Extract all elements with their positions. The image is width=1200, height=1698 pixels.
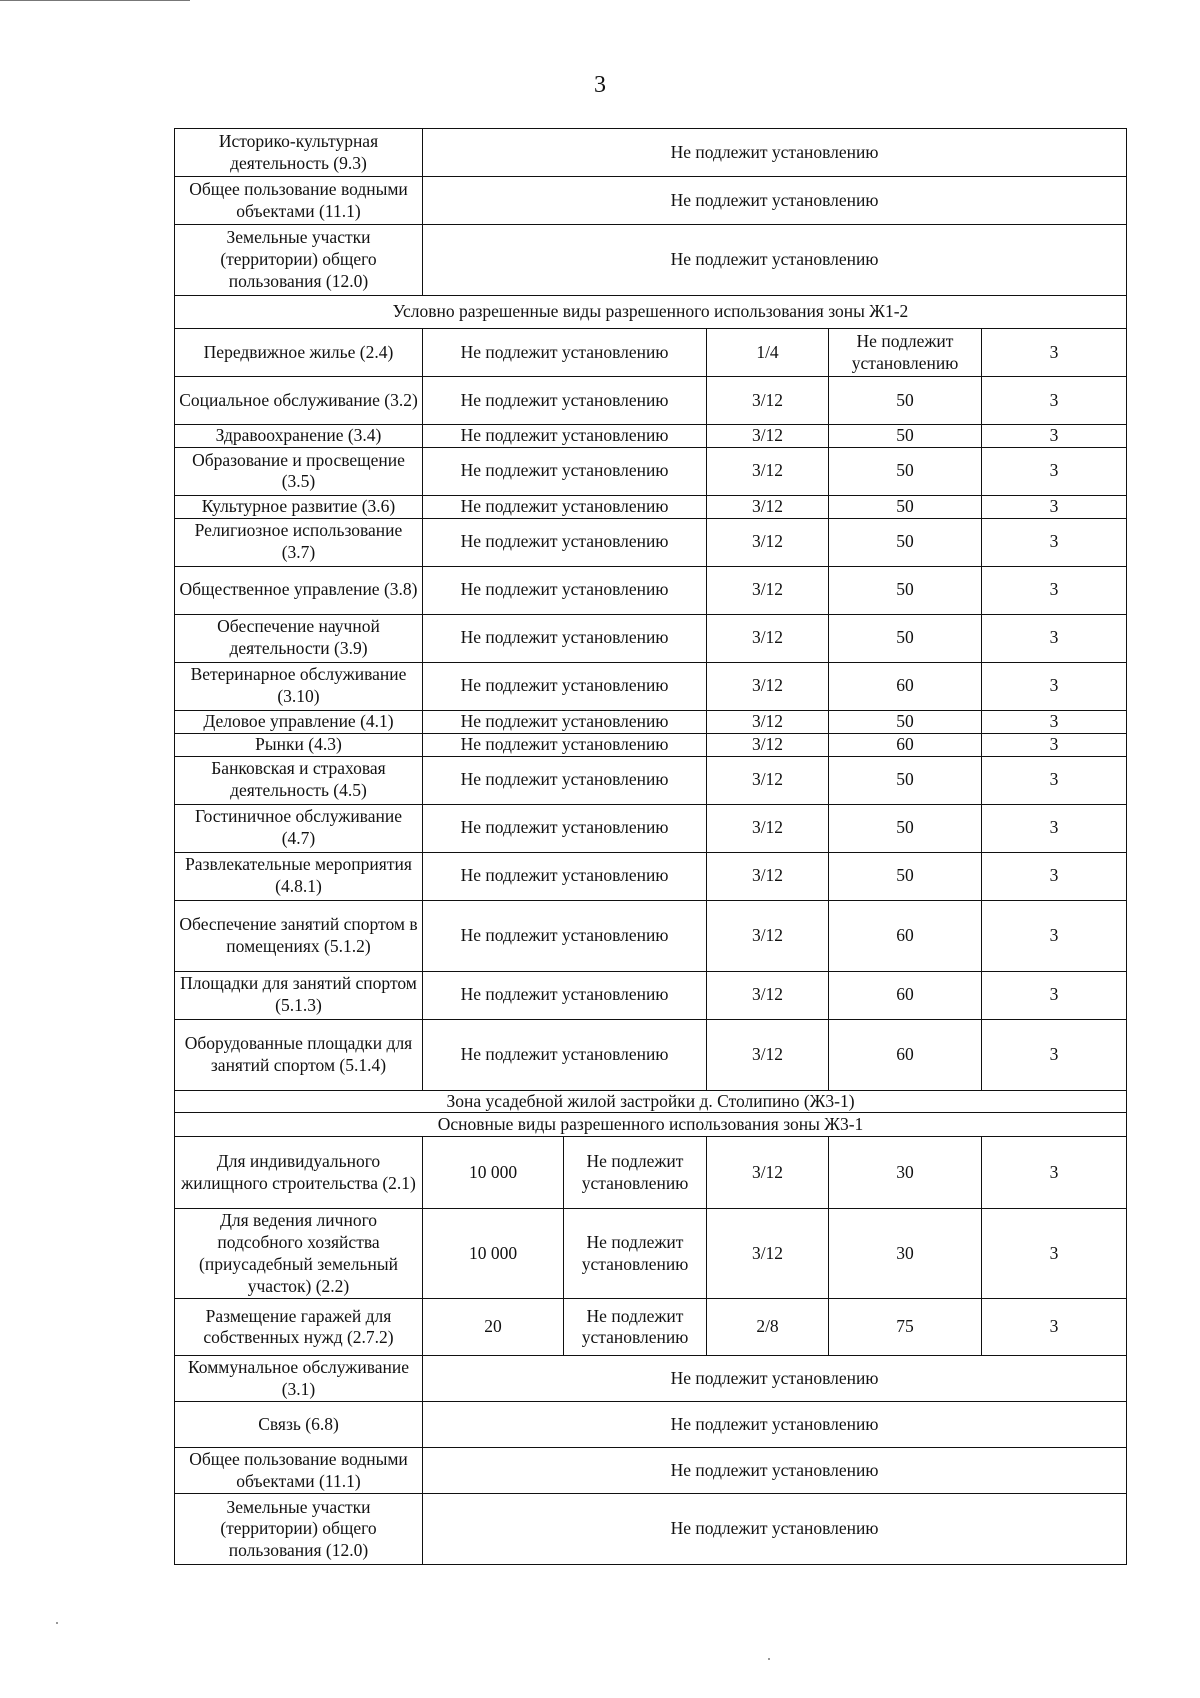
- coverage-percent-cell: 75: [829, 1299, 982, 1356]
- floors-cell: 3/12: [707, 495, 829, 518]
- section-title: Основные виды разрешенного использования зоны Ж3-1: [175, 1113, 1127, 1137]
- floors-cell: 3/12: [707, 566, 829, 614]
- use-type-name: Для ведения личного подсобного хозяйства (приусадебный земельный участок) (2.2): [175, 1209, 423, 1299]
- section-header-row: [175, 1090, 1127, 1113]
- use-type-name: Гостиничное обслуживание (4.7): [175, 804, 423, 852]
- setback-cell: 3: [982, 733, 1127, 756]
- floors-cell: 3/12: [707, 971, 829, 1019]
- section-title: Условно разрешенные виды разрешенного использования зоны Ж1-2: [175, 296, 1127, 329]
- setback-cell: 3: [982, 377, 1127, 425]
- merged-value-cell: Не подлежит установлению: [423, 177, 1127, 225]
- table-row: [175, 971, 1127, 1019]
- table-row: [175, 710, 1127, 733]
- setback-cell: 3: [982, 495, 1127, 518]
- use-type-name: Общее пользование водными объектами (11.1): [175, 1448, 423, 1494]
- plot-area-cell: Не подлежит установлению: [423, 518, 707, 566]
- coverage-percent-cell: 60: [829, 900, 982, 971]
- section-title: Зона усадебной жилой застройки д. Столипино (Ж3-1): [175, 1090, 1127, 1113]
- use-type-name: Передвижное жилье (2.4): [175, 329, 423, 377]
- table-row: [175, 1494, 1127, 1565]
- page-number: 3: [594, 72, 606, 98]
- table-row: [175, 733, 1127, 756]
- setback-cell: 3: [982, 518, 1127, 566]
- setback-cell: 3: [982, 852, 1127, 900]
- plot-area-cell: Не подлежит установлению: [423, 614, 707, 662]
- merged-value-cell: Не подлежит установлению: [423, 1402, 1127, 1448]
- table-row: [175, 1448, 1127, 1494]
- coverage-percent-cell: 30: [829, 1137, 982, 1209]
- coverage-percent-cell: 50: [829, 566, 982, 614]
- use-type-name: Общее пользование водными объектами (11.1): [175, 177, 423, 225]
- merged-value-cell: Не подлежит установлению: [423, 1494, 1127, 1565]
- use-type-name: Земельные участки (территории) общего пользования (12.0): [175, 225, 423, 296]
- setback-cell: 3: [982, 1137, 1127, 1209]
- plot-area-cell: Не подлежит установлению: [423, 425, 707, 448]
- table-row: [175, 756, 1127, 804]
- use-type-name: Оборудованные площадки для занятий спортом (5.1.4): [175, 1019, 423, 1090]
- floors-cell: 3/12: [707, 447, 829, 495]
- use-type-name: Деловое управление (4.1): [175, 710, 423, 733]
- use-type-name: Коммунальное обслуживание (3.1): [175, 1356, 423, 1402]
- coverage-percent-cell: 50: [829, 804, 982, 852]
- plot-area-cell: Не подлежит установлению: [423, 971, 707, 1019]
- land-use-regulations-table: [174, 128, 1127, 1565]
- table-row: [175, 177, 1127, 225]
- floors-cell: 3/12: [707, 1137, 829, 1209]
- floors-cell: 3/12: [707, 710, 829, 733]
- use-type-name: Ветеринарное обслуживание (3.10): [175, 662, 423, 710]
- coverage-percent-cell: 60: [829, 662, 982, 710]
- plot-area-cell: Не подлежит установлению: [423, 329, 707, 377]
- section-header-row: [175, 296, 1127, 329]
- setback-cell: 3: [982, 447, 1127, 495]
- scan-edge-mark: [0, 0, 190, 1]
- setback-cell: 3: [982, 804, 1127, 852]
- plot-area-cell: Не подлежит установлению: [423, 566, 707, 614]
- floors-cell: 3/12: [707, 614, 829, 662]
- table-row: [175, 377, 1127, 425]
- table-row: [175, 900, 1127, 971]
- table-row: [175, 129, 1127, 177]
- floors-cell: 3/12: [707, 804, 829, 852]
- use-type-name: Размещение гаражей для собственных нужд (2.7.2): [175, 1299, 423, 1356]
- table-row: [175, 662, 1127, 710]
- use-type-name: Здравоохранение (3.4): [175, 425, 423, 448]
- floors-cell: 3/12: [707, 425, 829, 448]
- table-row: [175, 225, 1127, 296]
- max-area-cell: Не подлежит установлению: [564, 1137, 707, 1209]
- table-row: [175, 518, 1127, 566]
- setback-cell: 3: [982, 756, 1127, 804]
- merged-value-cell: Не подлежит установлению: [423, 1356, 1127, 1402]
- use-type-name: Развлекательные мероприятия (4.8.1): [175, 852, 423, 900]
- plot-area-cell: Не подлежит установлению: [423, 804, 707, 852]
- floors-cell: 3/12: [707, 1019, 829, 1090]
- use-type-name: Обеспечение занятий спортом в помещениях (5.1.2): [175, 900, 423, 971]
- coverage-percent-cell: 50: [829, 447, 982, 495]
- table-row: [175, 1402, 1127, 1448]
- table-row: [175, 614, 1127, 662]
- table-row: [175, 329, 1127, 377]
- plot-area-cell: Не подлежит установлению: [423, 1019, 707, 1090]
- coverage-percent-cell: 50: [829, 614, 982, 662]
- use-type-name: Социальное обслуживание (3.2): [175, 377, 423, 425]
- setback-cell: 3: [982, 566, 1127, 614]
- setback-cell: 3: [982, 614, 1127, 662]
- coverage-percent-cell: Не подлежит установлению: [829, 329, 982, 377]
- coverage-percent-cell: 60: [829, 1019, 982, 1090]
- use-type-name: Образование и просвещение (3.5): [175, 447, 423, 495]
- floors-cell: 3/12: [707, 1209, 829, 1299]
- scan-speck: [56, 1622, 58, 1624]
- use-type-name: Историко-культурная деятельность (9.3): [175, 129, 423, 177]
- coverage-percent-cell: 50: [829, 425, 982, 448]
- use-type-name: Земельные участки (территории) общего пользования (12.0): [175, 1494, 423, 1565]
- setback-cell: 3: [982, 1209, 1127, 1299]
- min-area-cell: 20: [423, 1299, 564, 1356]
- plot-area-cell: Не подлежит установлению: [423, 447, 707, 495]
- use-type-name: Связь (6.8): [175, 1402, 423, 1448]
- floors-cell: 3/12: [707, 518, 829, 566]
- table-row: [175, 1356, 1127, 1402]
- min-area-cell: 10 000: [423, 1137, 564, 1209]
- max-area-cell: Не подлежит установлению: [564, 1209, 707, 1299]
- floors-cell: 3/12: [707, 852, 829, 900]
- coverage-percent-cell: 60: [829, 733, 982, 756]
- plot-area-cell: Не подлежит установлению: [423, 852, 707, 900]
- use-type-name: Общественное управление (3.8): [175, 566, 423, 614]
- section-header-row: [175, 1113, 1127, 1137]
- table-row: [175, 852, 1127, 900]
- table-row: [175, 804, 1127, 852]
- floors-cell: 3/12: [707, 756, 829, 804]
- use-type-name: Религиозное использование (3.7): [175, 518, 423, 566]
- setback-cell: 3: [982, 329, 1127, 377]
- floors-cell: 3/12: [707, 662, 829, 710]
- setback-cell: 3: [982, 1299, 1127, 1356]
- plot-area-cell: Не подлежит установлению: [423, 733, 707, 756]
- floors-cell: 3/12: [707, 900, 829, 971]
- setback-cell: 3: [982, 710, 1127, 733]
- merged-value-cell: Не подлежит установлению: [423, 225, 1127, 296]
- coverage-percent-cell: 50: [829, 756, 982, 804]
- coverage-percent-cell: 50: [829, 518, 982, 566]
- plot-area-cell: Не подлежит установлению: [423, 377, 707, 425]
- min-area-cell: 10 000: [423, 1209, 564, 1299]
- floors-cell: 1/4: [707, 329, 829, 377]
- table-row: [175, 447, 1127, 495]
- table-row: [175, 495, 1127, 518]
- table-row: [175, 1209, 1127, 1299]
- table-row: [175, 566, 1127, 614]
- scan-speck: [768, 1658, 770, 1660]
- coverage-percent-cell: 60: [829, 971, 982, 1019]
- setback-cell: 3: [982, 900, 1127, 971]
- table-row: [175, 425, 1127, 448]
- floors-cell: 3/12: [707, 733, 829, 756]
- coverage-percent-cell: 50: [829, 495, 982, 518]
- coverage-percent-cell: 50: [829, 852, 982, 900]
- table-row: [175, 1137, 1127, 1209]
- setback-cell: 3: [982, 425, 1127, 448]
- plot-area-cell: Не подлежит установлению: [423, 900, 707, 971]
- floors-cell: 3/12: [707, 377, 829, 425]
- use-type-name: Рынки (4.3): [175, 733, 423, 756]
- plot-area-cell: Не подлежит установлению: [423, 756, 707, 804]
- table-row: [175, 1019, 1127, 1090]
- merged-value-cell: Не подлежит установлению: [423, 129, 1127, 177]
- table-row: [175, 1299, 1127, 1356]
- setback-cell: 3: [982, 662, 1127, 710]
- use-type-name: Площадки для занятий спортом (5.1.3): [175, 971, 423, 1019]
- use-type-name: Обеспечение научной деятельности (3.9): [175, 614, 423, 662]
- use-type-name: Для индивидуального жилищного строительства (2.1): [175, 1137, 423, 1209]
- setback-cell: 3: [982, 971, 1127, 1019]
- use-type-name: Культурное развитие (3.6): [175, 495, 423, 518]
- plot-area-cell: Не подлежит установлению: [423, 495, 707, 518]
- coverage-percent-cell: 30: [829, 1209, 982, 1299]
- plot-area-cell: Не подлежит установлению: [423, 710, 707, 733]
- setback-cell: 3: [982, 1019, 1127, 1090]
- coverage-percent-cell: 50: [829, 710, 982, 733]
- use-type-name: Банковская и страховая деятельность (4.5): [175, 756, 423, 804]
- max-area-cell: Не подлежит установлению: [564, 1299, 707, 1356]
- coverage-percent-cell: 50: [829, 377, 982, 425]
- plot-area-cell: Не подлежит установлению: [423, 662, 707, 710]
- floors-cell: 2/8: [707, 1299, 829, 1356]
- merged-value-cell: Не подлежит установлению: [423, 1448, 1127, 1494]
